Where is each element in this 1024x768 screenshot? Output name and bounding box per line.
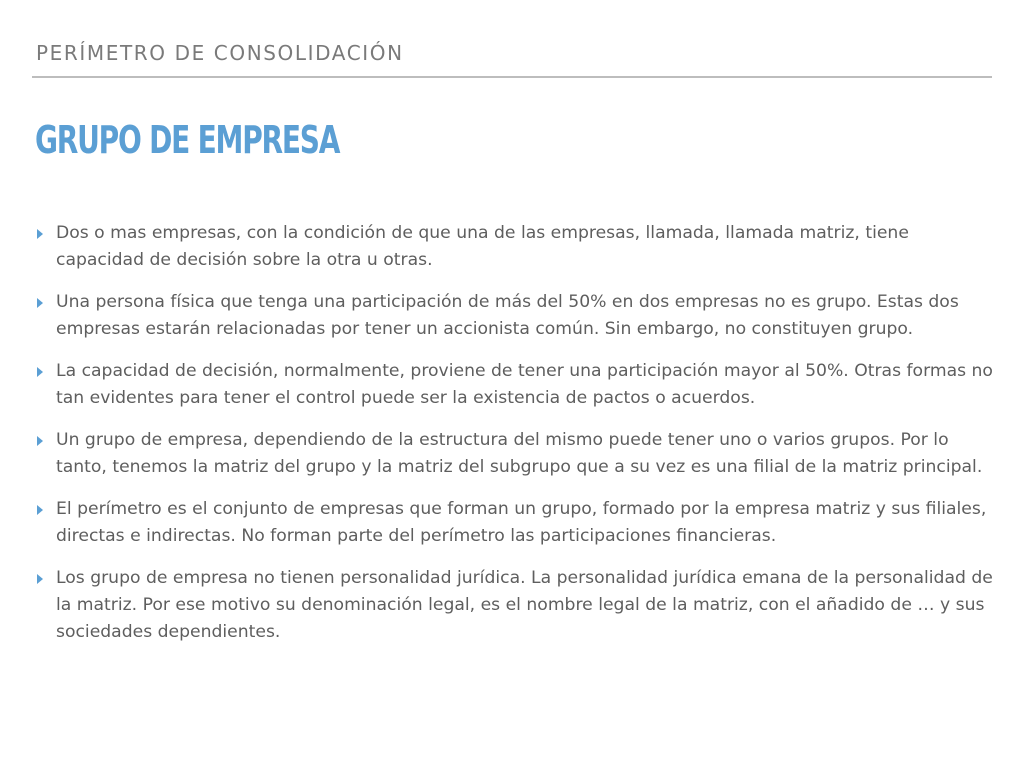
- bullet-item: [36, 496, 996, 550]
- bullet-item: [36, 358, 996, 412]
- header-divider: [32, 76, 992, 78]
- bullet-item: [36, 220, 996, 274]
- bullet-text: El perímetro es el conjunto de empresas que forman un grupo, formado por la empresa matriz y sus filiales, directas e indirectas. No forman parte del perímetro las participaciones financieras.: [56, 499, 987, 546]
- section-header: PERÍMETRO DE CONSOLIDACIÓN: [36, 41, 404, 65]
- bullet-item: [36, 289, 996, 343]
- triangle-right-icon: [37, 229, 43, 239]
- bullet-text: Los grupo de empresa no tienen personalidad jurídica. La personalidad jurídica emana de la personalidad de la matriz. Por ese motivo su denominación legal, es el nombre legal de la matriz, con el añadido de … y sus sociedades dependientes.: [56, 568, 993, 642]
- triangle-right-icon: [37, 298, 43, 308]
- bullet-item: [36, 565, 996, 646]
- triangle-right-icon: [37, 574, 43, 584]
- triangle-right-icon: [37, 505, 43, 515]
- slide-title: GRUPO DE EMPRESA: [35, 118, 340, 162]
- bullet-item: [36, 427, 996, 481]
- bullet-text: Un grupo de empresa, dependiendo de la estructura del mismo puede tener uno o varios grupos. Por lo tanto, tenemos la matriz del grupo y la matriz del subgrupo que a su vez es una filial de la matriz principal.: [56, 430, 983, 477]
- bullet-text: Una persona física que tenga una participación de más del 50% en dos empresas no es grupo. Estas dos empresas estarán relacionadas por tener un accionista común. Sin embargo, no constituyen grupo.: [56, 292, 959, 339]
- bullet-text: La capacidad de decisión, normalmente, proviene de tener una participación mayor al 50%. Otras formas no tan evidentes para tener el control puede ser la existencia de pactos o acuerdos.: [56, 361, 993, 408]
- triangle-right-icon: [37, 436, 43, 446]
- bullet-list: [36, 220, 996, 661]
- triangle-right-icon: [37, 367, 43, 377]
- bullet-text: Dos o mas empresas, con la condición de que una de las empresas, llamada, llamada matriz, tiene capacidad de decisión sobre la otra u otras.: [56, 223, 909, 270]
